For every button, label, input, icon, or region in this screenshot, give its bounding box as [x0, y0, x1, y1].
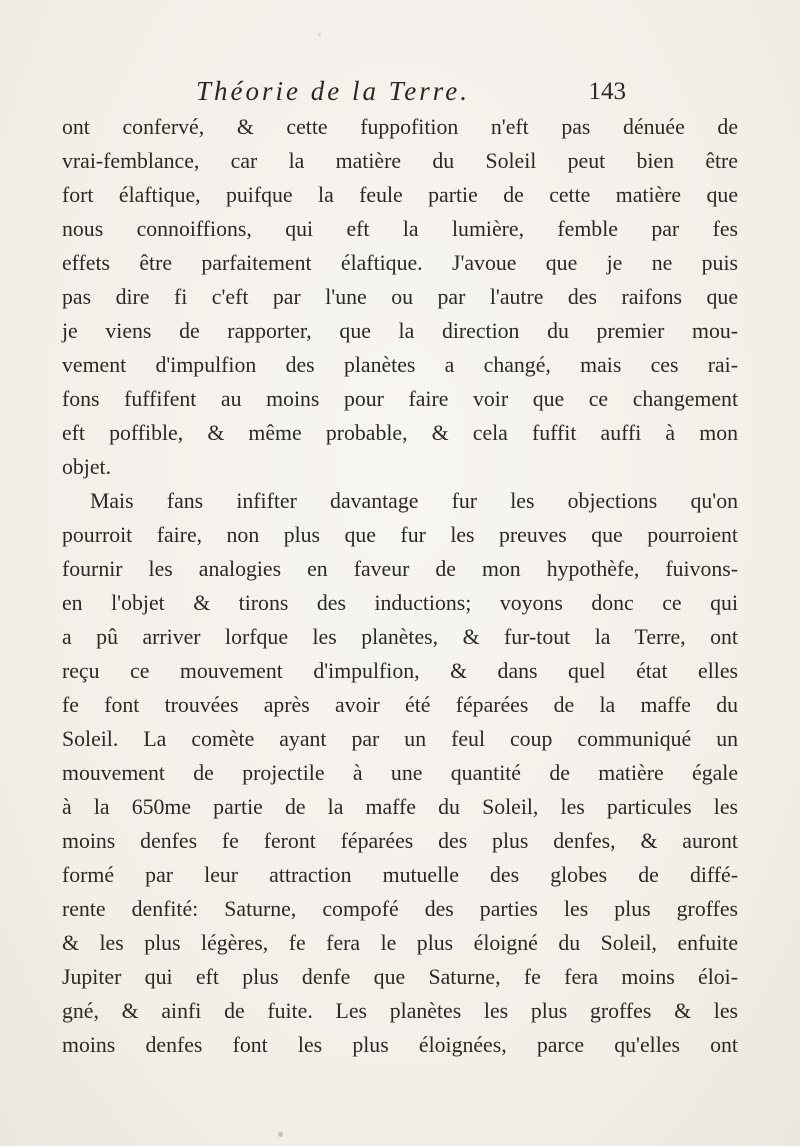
text-line: je viens de rapporter, que la direction du premier mou- — [62, 319, 738, 343]
text-line: rente denfité: Saturne, compofé des parties les plus groffes — [62, 897, 738, 921]
page-number: 143 — [588, 78, 626, 105]
text-line: Soleil. La comète ayant par un feul coup communiqué un — [62, 727, 738, 751]
text-line: eft poffible, & même probable, & cela fuffit auffi à mon — [62, 421, 738, 445]
text-line: fort élaftique, puifque la feule partie de cette matière que — [62, 183, 738, 207]
text-line: effets être parfaitement élaftique. J'avoue que je ne puis — [62, 251, 738, 275]
text-line: reçu ce mouvement d'impulfion, & dans quel état elles — [62, 659, 738, 683]
text-line: pourroit faire, non plus que fur les preuves que pourroient — [62, 523, 738, 547]
text-line: & les plus légères, fe fera le plus éloigné du Soleil, enfuite — [62, 931, 738, 955]
text-line: ont confervé, & cette fuppofition n'eft pas dénuée de — [62, 115, 738, 139]
text-line: objet. — [62, 455, 112, 479]
text-line: fons fuffifent au moins pour faire voir que ce changement — [62, 387, 738, 411]
text-line: mouvement de projectile à une quantité de matière égale — [62, 761, 738, 785]
text-line: vrai-femblance, car la matière du Soleil peut bien être — [62, 149, 738, 173]
text-line: en l'objet & tirons des inductions; voyons donc ce qui — [62, 591, 738, 615]
text-line: Jupiter qui eft plus denfe que Saturne, fe fera moins éloi- — [62, 965, 738, 989]
ink-speck — [278, 1132, 283, 1137]
running-title: Théorie de la Terre. — [196, 76, 470, 106]
text-line: fournir les analogies en faveur de mon hypothèfe, fuivons- — [62, 557, 738, 581]
text-line: fe font trouvées après avoir été féparées de la maffe du — [62, 693, 738, 717]
text-line: a pû arriver lorfque les planètes, & fur-tout la Terre, ont — [62, 625, 738, 649]
text-line: Mais fans infifter davantage fur les objections qu'on — [90, 489, 738, 513]
body-text — [62, 110, 738, 1062]
text-line: à la 650me partie de la maffe du Soleil, les particules les — [62, 795, 738, 819]
ink-speck — [318, 33, 321, 36]
text-line: pas dire fi c'eft par l'une ou par l'autre des raifons que — [62, 285, 738, 309]
text-line: moins denfes font les plus éloignées, parce qu'elles ont — [62, 1033, 738, 1057]
text-line: gné, & ainfi de fuite. Les planètes les plus groffes & les — [62, 999, 738, 1023]
text-line: moins denfes fe feront féparées des plus denfes, & auront — [62, 829, 738, 853]
text-line: nous connoiffions, qui eft la lumière, femble par fes — [62, 217, 738, 241]
text-line: formé par leur attraction mutuelle des globes de diffé- — [62, 863, 738, 887]
text-line: vement d'impulfion des planètes a changé, mais ces rai- — [62, 353, 738, 377]
